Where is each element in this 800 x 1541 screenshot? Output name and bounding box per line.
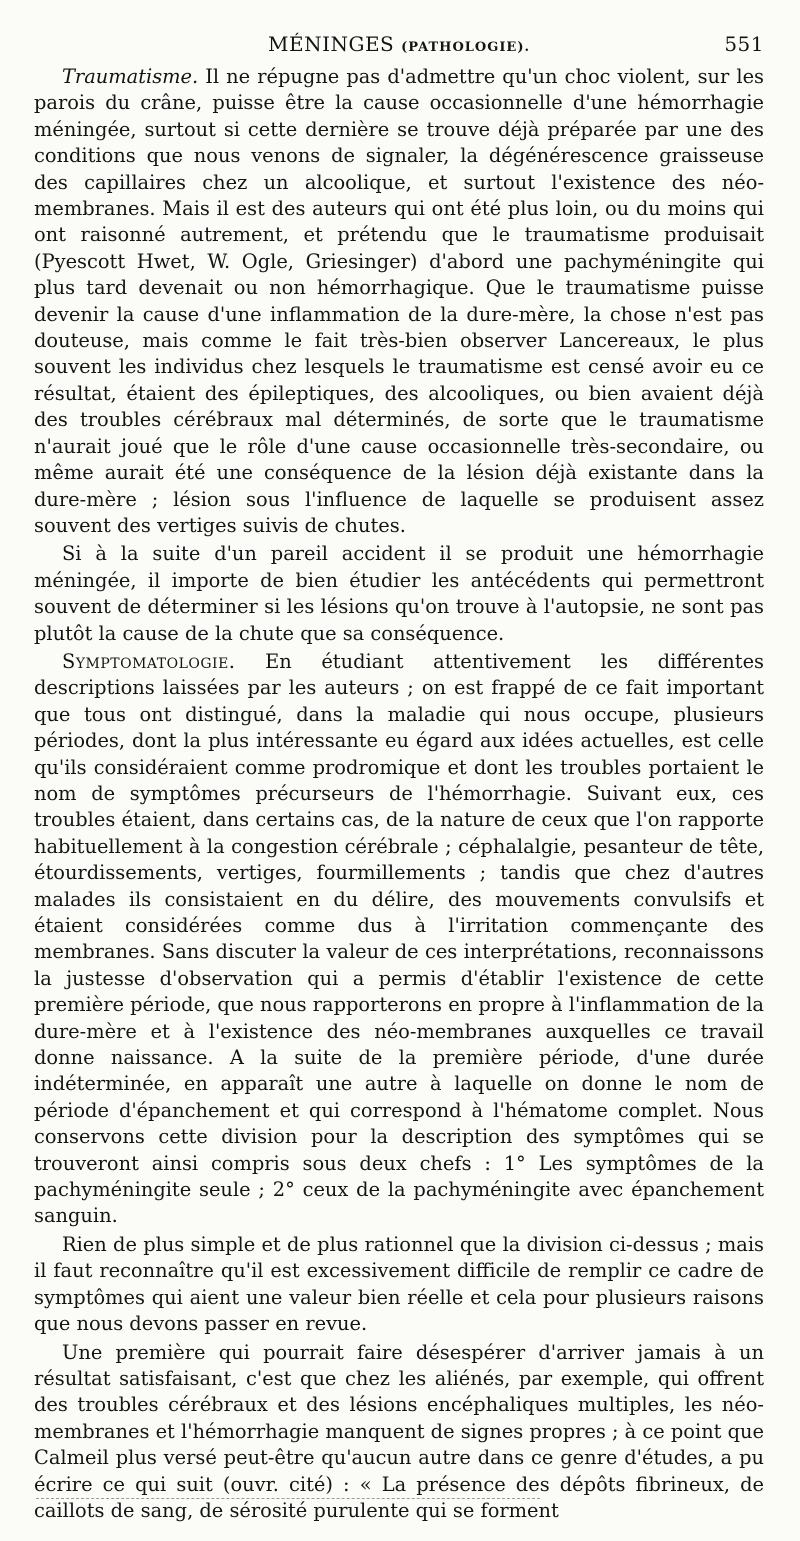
paragraph-text: Si à la suite d'un pareil accident il se produit une hémorrhagie méningée, il importe de bien étudier les antécédents qui permettront souvent de déterminer si les lésions qu'on trouve à l'autopsie, ne sont pas plutôt la cause de la chute que sa conséquence. [34, 542, 764, 645]
running-title [34, 32, 764, 56]
running-title-main: MÉNINGES [268, 32, 395, 56]
paragraph-premiere-raison [34, 1340, 764, 1525]
body-text [34, 64, 764, 1524]
paragraph-accident [34, 541, 764, 647]
running-head [34, 30, 764, 58]
paragraph-lead: Symptomatologie. [62, 649, 236, 673]
paragraph-text: Une première qui pourrait faire désespérer d'arriver jamais à un résultat satisfaisant, c'est que chez les aliénés, par exemple, qui offrent des troubles cérébraux et des lésions encéphaliques multiples, les néo-membranes et l'hémorrhagie manquent de signes propres ; à ce point que Calmeil plus versé peut-être qu'aucun autre dans ce genre d'études, a pu écrire ce qui suit (ouvr. cité) : « La présence des dépôts fibrineux, de caillots de sang, de sérosité purulente qui se forment [34, 1340, 765, 1522]
running-title-sub: (PATHOLOGIE). [401, 40, 530, 55]
paragraph-text: Rien de plus simple et de plus rationnel que la division ci-dessus ; mais il faut reconnaître qu'il est excessivement difficile de remplir ce cadre de symptômes qui aient une valeur bien réelle et cela pour plusieurs raisons que nous devons passer en revue. [34, 1232, 764, 1336]
paragraph-symptomatologie [34, 649, 764, 1230]
paragraph-text: En étudiant attentivement les différentes descriptions laissées par les auteurs ; on est frappé de ce fait important que tous ont distingué, dans la maladie qui nous occupe, plusieurs périodes, dont la plus intéressante eu égard aux idées actuelles, est celle qu'ils considéraient comme prodromique et dont les troubles portaient le nom de symptômes précurseurs de l'hémorrhagie. Suivant eux, ces troubles étaient, dans certains cas, de la nature de ceux que l'on rapporte habituellement à la congestion cérébrale ; céphalalgie, pesanteur de tête, étourdissements, vertiges, fourmillements ; tandis que chez d'autres malades ils consistaient en du délire, des mouvements convulsifs et étaient considérées comme dus à l'irritation commençante des membranes. Sans discuter la valeur de ces interprétations, reconnaissons la justesse d'observation qui a permis d'établir l'existence de cette première période, que nous rapporterons en propre à l'inflammation de la dure-mère et à l'existence des néo-membranes auxquelles ce travail donne naissance. A la suite de la première période, d'une durée indéterminée, en apparaît une autre à laquelle on donne le nom de période d'épanchement et qui correspond à l'hématome complet. Nous conservons cette division pour la description des symptômes qui se trouveront ainsi compris sous deux chefs : 1° Les symptômes de la pachyméningite seule ; 2° ceux de la pachyméningite avec épanchement sanguin. [34, 649, 764, 1228]
bottom-rule [36, 1498, 540, 1499]
paragraph-lead: Traumatisme. [62, 65, 199, 88]
paragraph-text: Il ne répugne pas d'admettre qu'un choc violent, sur les parois du crâne, puisse être la cause occasionnelle d'une hémorrhagie méningée, surtout si cette dernière se trouve déjà préparée par une des conditions que nous venons de signaler, la dégénérescence graisseuse des capillaires chez un alcoolique, et surtout l'existence des néo-membranes. Mais il est des auteurs qui ont été plus loin, ou du moins qui ont raisonné autrement, et prétendu que le traumatisme produisait (Pyescott Hwet, W. Ogle, Griesinger) d'abord une pachyméningite qui plus tard devenait ou non hémorrhagique. Que le traumatisme puisse devenir la cause d'une inflammation de la dure-mère, la chose n'est pas douteuse, mais comme le fait très-bien observer Lancereaux, le plus souvent les individus chez lesquels le traumatisme est censé avoir eu ce résultat, étaient des épileptiques, des alcooliques, ou bien avaient déjà des troubles cérébraux mal déterminés, de sorte que le traumatisme n'aurait joué que le rôle d'une cause occasionnelle très-secondaire, ou même aurait été une conséquence de la lésion déjà existante dans la dure-mère ; lésion sous l'influence de laquelle se produisent assez souvent des vertiges suivis de chutes. [34, 65, 764, 537]
paragraph-division [34, 1232, 764, 1338]
paragraph-traumatisme [34, 64, 764, 539]
page-number: 551 [724, 32, 764, 56]
